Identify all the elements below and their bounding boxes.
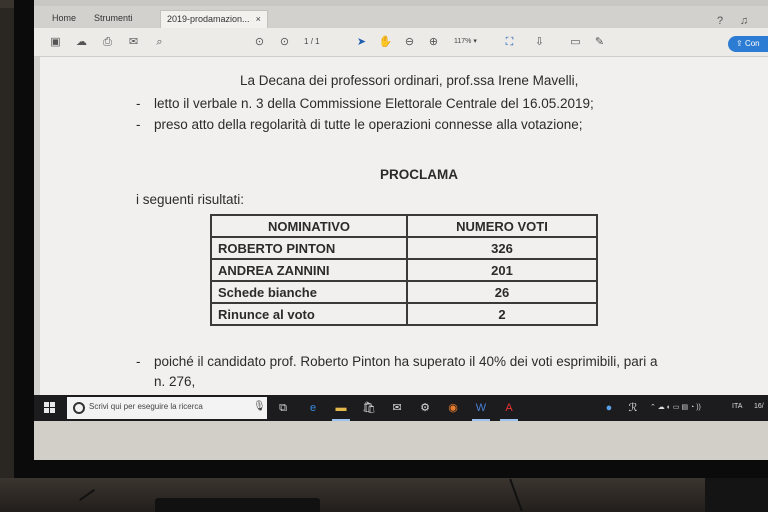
tab-home[interactable]: Home xyxy=(52,13,77,23)
page-current: 1 xyxy=(304,37,309,46)
screen-bottom-area xyxy=(34,421,768,460)
select-cursor-icon[interactable]: ➤ xyxy=(356,36,367,48)
edge-icon[interactable]: e xyxy=(309,402,317,414)
proclama-heading: PROCLAMA xyxy=(380,167,458,182)
tray-icons[interactable]: ⌃ ☁ ◐ ▭ ▤ ◔ )) xyxy=(650,404,701,411)
zoom-level[interactable]: 117% ▾ xyxy=(454,38,477,45)
store-icon[interactable]: 🛍 xyxy=(362,402,376,414)
help-icon[interactable]: ? xyxy=(716,15,724,27)
share-button[interactable]: ⇪ Con xyxy=(728,36,768,52)
acrobat-icon[interactable]: A xyxy=(502,401,516,415)
table-row xyxy=(211,237,597,259)
intro-text: La Decana dei professori ordinari, prof.ssa Irene Mavelli, xyxy=(240,73,579,88)
desk-object xyxy=(155,498,320,512)
table-row xyxy=(211,303,597,325)
scroll-mode-icon[interactable]: ⇩ xyxy=(534,36,545,48)
vote-count: 2 xyxy=(407,303,597,325)
fit-page-icon[interactable]: ⛶ xyxy=(505,36,514,48)
table-row xyxy=(211,281,597,303)
windows-start-icon[interactable] xyxy=(44,402,56,414)
people-icon[interactable]: ● xyxy=(605,402,613,414)
microphone-icon[interactable]: 🎙 xyxy=(253,401,266,412)
tab-document[interactable] xyxy=(160,10,268,29)
candidate-name: ANDREA ZANNINI xyxy=(211,259,407,281)
candidate-name: Rinunce al voto xyxy=(211,303,407,325)
zoom-out-icon[interactable]: ⊖ xyxy=(404,36,415,48)
zoom-in-icon[interactable]: ⊕ xyxy=(428,36,439,48)
clock[interactable]: 16/ xyxy=(754,403,764,410)
zoom-value: 117% xyxy=(454,38,472,45)
upload-icon[interactable]: ☁ xyxy=(76,36,87,48)
email-icon[interactable]: ✉ xyxy=(128,36,139,48)
bullet-text-1: letto il verbale n. 3 della Commissione Elettorale Centrale del 16.05.2019; xyxy=(154,96,594,111)
navigation-pane-strip[interactable] xyxy=(34,57,40,395)
page-number[interactable] xyxy=(304,37,320,46)
bell-icon[interactable]: ♫ xyxy=(739,15,749,27)
vote-count: 326 xyxy=(407,237,597,259)
word-icon[interactable]: W xyxy=(475,402,487,414)
tab-strumenti[interactable]: Strumenti xyxy=(94,13,133,23)
taskbar xyxy=(34,395,768,421)
candidate-name: ROBERTO PINTON xyxy=(211,237,407,259)
table-row xyxy=(211,259,597,281)
firefox-icon[interactable]: ◉ xyxy=(448,402,458,414)
tab-bar xyxy=(34,6,768,28)
toolbar xyxy=(34,28,768,57)
user-icon[interactable]: ℛ xyxy=(628,402,638,414)
page-down-icon[interactable]: ⊙ xyxy=(279,36,290,48)
task-view-icon[interactable]: ⧉ xyxy=(279,402,287,414)
comment-icon[interactable]: ▭ xyxy=(570,36,581,48)
taskbar-search[interactable] xyxy=(67,397,267,419)
results-intro: i seguenti risultati: xyxy=(136,192,245,207)
bullet-marker: - xyxy=(136,354,141,369)
bullet-marker: - xyxy=(136,96,141,111)
search-placeholder: Scrivi qui per eseguire la ricerca xyxy=(89,402,203,411)
candidate-name: Schede bianche xyxy=(211,281,407,303)
column-header-votes: NUMERO VOTI xyxy=(407,215,597,237)
mail-icon[interactable]: ✉ xyxy=(392,402,402,414)
tab-document-label: 2019-prodamazion... xyxy=(167,14,250,24)
search-icon[interactable]: ⌕ xyxy=(156,36,163,48)
settings-gear-icon[interactable]: ⚙ xyxy=(420,402,430,414)
file-explorer-icon[interactable]: ▬ xyxy=(335,402,347,414)
share-label: Con xyxy=(744,39,760,48)
screen xyxy=(34,0,768,460)
closing-text-2: n. 276, xyxy=(154,374,196,389)
bullet-text-2: preso atto della regolarità di tutte le operazioni connesse alla votazione; xyxy=(154,117,583,132)
desk xyxy=(0,478,768,512)
desk-object xyxy=(705,478,768,512)
cortana-icon xyxy=(73,402,85,414)
pen-icon[interactable]: ✎ xyxy=(594,36,605,48)
language-indicator[interactable]: ITA xyxy=(732,403,743,410)
column-header-name: NOMINATIVO xyxy=(211,215,407,237)
closing-text-1: poiché il candidato prof. Roberto Pinton ha superato il 40% dei voti esprimibili, pari a xyxy=(154,354,658,369)
vote-count: 26 xyxy=(407,281,597,303)
page-up-icon[interactable]: ⊙ xyxy=(254,36,265,48)
bullet-marker: - xyxy=(136,117,141,132)
results-table xyxy=(210,214,598,326)
document-page xyxy=(34,57,768,395)
page-total: / 1 xyxy=(310,37,320,46)
save-icon[interactable]: ▣ xyxy=(50,36,61,48)
table-header-row xyxy=(211,215,597,237)
print-icon[interactable]: ⎙ xyxy=(103,36,112,48)
vote-count: 201 xyxy=(407,259,597,281)
tab-close-icon[interactable]: × xyxy=(255,14,261,24)
hand-icon[interactable]: ✋ xyxy=(378,36,393,48)
